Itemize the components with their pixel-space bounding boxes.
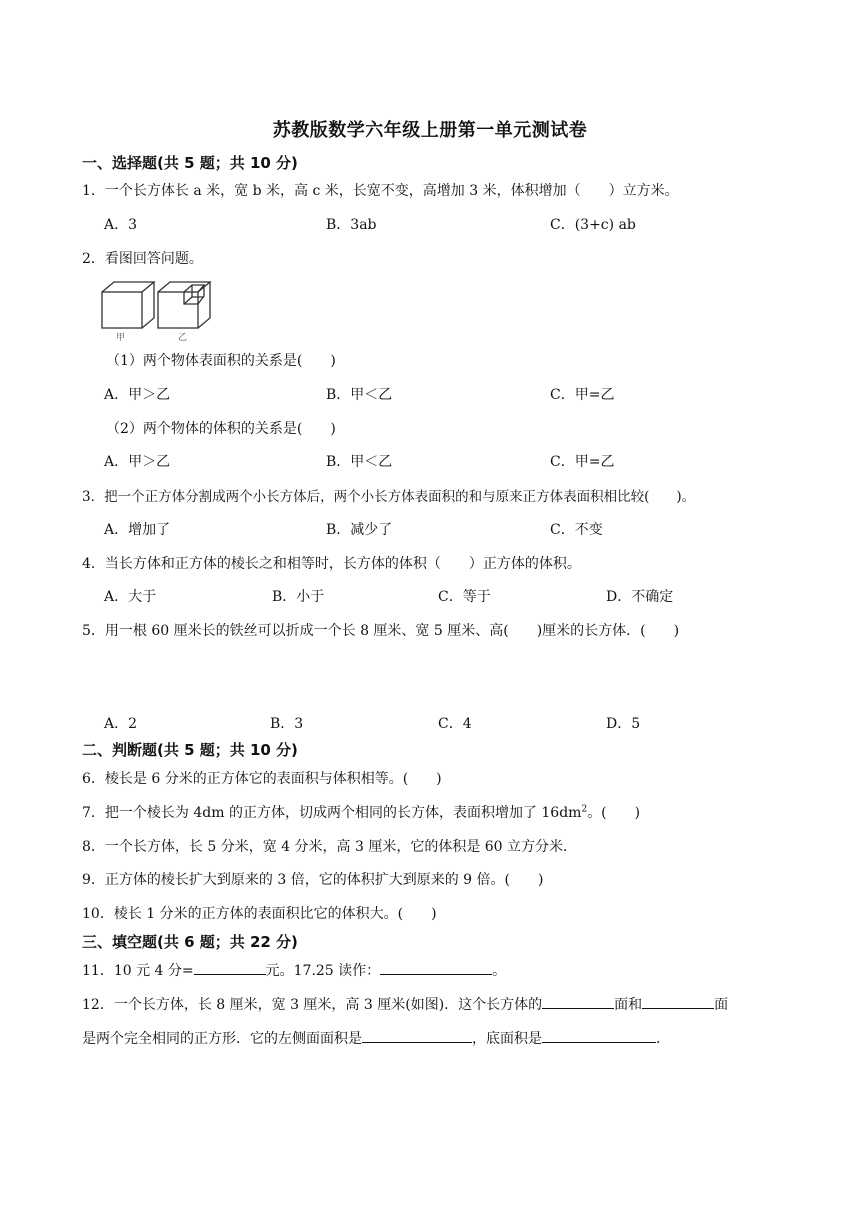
question-2-sub-2-options	[104, 451, 804, 471]
question-7-tail: 。( )	[587, 805, 641, 821]
answer-blank[interactable]	[362, 1028, 472, 1043]
option-b[interactable]: B．甲＜乙	[326, 454, 393, 470]
option-b[interactable]: B．3	[270, 716, 304, 732]
option-c[interactable]: C．甲=乙	[550, 387, 615, 403]
option-c[interactable]: C．(3+c) ab	[550, 217, 636, 233]
question-4-text: 4．当长方体和正方体的棱长之和相等时，长方体的体积（ ）正方体的体积。	[82, 556, 581, 572]
question-2-sub-1: （1）两个物体表面积的关系是( )	[106, 353, 336, 369]
question-12-part-1: 12．一个长方体，长 8 厘米，宽 3 厘米，高 3 厘米(如图)．这个长方体的	[82, 997, 543, 1013]
question-12-part-4: 是两个完全相同的正方形．它的左侧面面积是	[82, 1031, 362, 1047]
question-11-part-2: 元。17.25 读作：	[265, 963, 381, 979]
question-2-text: 2．看图回答问题。	[82, 251, 203, 267]
question-1-text: 1．一个长方体长 a 米，宽 b 米，高 c 米，长宽不变，高增加 3 米，体积增加（ ）立方米。	[82, 183, 679, 199]
section-heading-choice: 一、选择题(共 5 题；共 10 分)	[82, 154, 298, 172]
question-12-part-5: ，底面积是	[472, 1031, 542, 1047]
option-c[interactable]: C．4	[438, 716, 472, 732]
figure-label-yi: 乙	[178, 333, 188, 343]
option-b[interactable]: B．3ab	[326, 217, 377, 233]
question-11-part-3: 。	[492, 963, 507, 979]
question-6-text: 6．棱长是 6 分米的正方体它的表面积与体积相等。( )	[82, 771, 442, 787]
section-heading-fill: 三、填空题(共 6 题；共 22 分)	[82, 933, 298, 951]
question-12-part-2: 面和	[614, 997, 643, 1013]
answer-blank[interactable]	[380, 960, 492, 975]
figure-label-jia: 甲	[116, 333, 126, 343]
option-a[interactable]: A．3	[104, 217, 138, 233]
question-12-part-6: ．	[656, 1031, 670, 1047]
option-a[interactable]: A．甲＞乙	[104, 387, 171, 403]
question-10-text: 10．棱长 1 分米的正方体的表面积比它的体积大。( )	[82, 906, 437, 922]
question-1-options	[104, 214, 804, 234]
question-11-part-1: 11．10 元 4 分=	[82, 963, 194, 979]
option-a[interactable]: A．甲＞乙	[104, 454, 171, 470]
question-11-text	[82, 960, 506, 980]
question-2-sub-1-options	[104, 384, 804, 404]
answer-blank[interactable]	[542, 1028, 656, 1043]
option-b[interactable]: B．小于	[272, 589, 325, 605]
option-a[interactable]: A．增加了	[104, 522, 171, 538]
option-d[interactable]: D．不确定	[606, 589, 674, 605]
option-c[interactable]: C．甲=乙	[550, 454, 615, 470]
question-8-text: 8．一个长方体，长 5 分米，宽 4 分米，高 3 厘米，它的体积是 60 立方分米．	[82, 839, 578, 855]
question-2-sub-2: （2）两个物体的体积的关系是( )	[106, 421, 336, 437]
question-12-line-2	[82, 1028, 670, 1048]
answer-blank[interactable]	[194, 960, 266, 975]
question-7-main: 7．把一个棱长为 4dm 的正方体，切成两个相同的长方体，表面积增加了 16dm	[82, 805, 582, 821]
option-c[interactable]: C．不变	[550, 522, 603, 538]
section-heading-judge: 二、判断题(共 5 题；共 10 分)	[82, 741, 298, 759]
answer-blank[interactable]	[642, 994, 714, 1009]
page-title: 苏教版数学六年级上册第一单元测试卷	[272, 120, 588, 141]
question-3-options	[104, 519, 804, 539]
answer-blank[interactable]	[542, 994, 614, 1009]
cube-figure	[100, 280, 220, 344]
question-3-text: 3．把一个正方体分割成两个小长方体后，两个小长方体表面积的和与原来正方体表面积相比较( )。	[82, 489, 696, 505]
option-c[interactable]: C．等于	[438, 589, 491, 605]
question-5-text: 5．用一根 60 厘米长的铁丝可以折成一个长 8 厘米、宽 5 厘米、高( )厘米的长方体．( )	[82, 623, 680, 639]
option-b[interactable]: B．甲＜乙	[326, 387, 393, 403]
option-b[interactable]: B．减少了	[326, 522, 393, 538]
question-12-line-1	[82, 994, 728, 1014]
question-7-text	[82, 802, 640, 822]
superscript-squared: 2	[581, 804, 588, 815]
question-4-options	[104, 586, 804, 606]
question-5-options	[104, 713, 804, 733]
option-a[interactable]: A．2	[104, 716, 138, 732]
option-d[interactable]: D．5	[606, 716, 641, 732]
option-a[interactable]: A．大于	[104, 589, 157, 605]
question-9-text: 9．正方体的棱长扩大到原来的 3 倍，它的体积扩大到原来的 9 倍。( )	[82, 872, 544, 888]
question-12-part-3: 面	[714, 997, 729, 1013]
